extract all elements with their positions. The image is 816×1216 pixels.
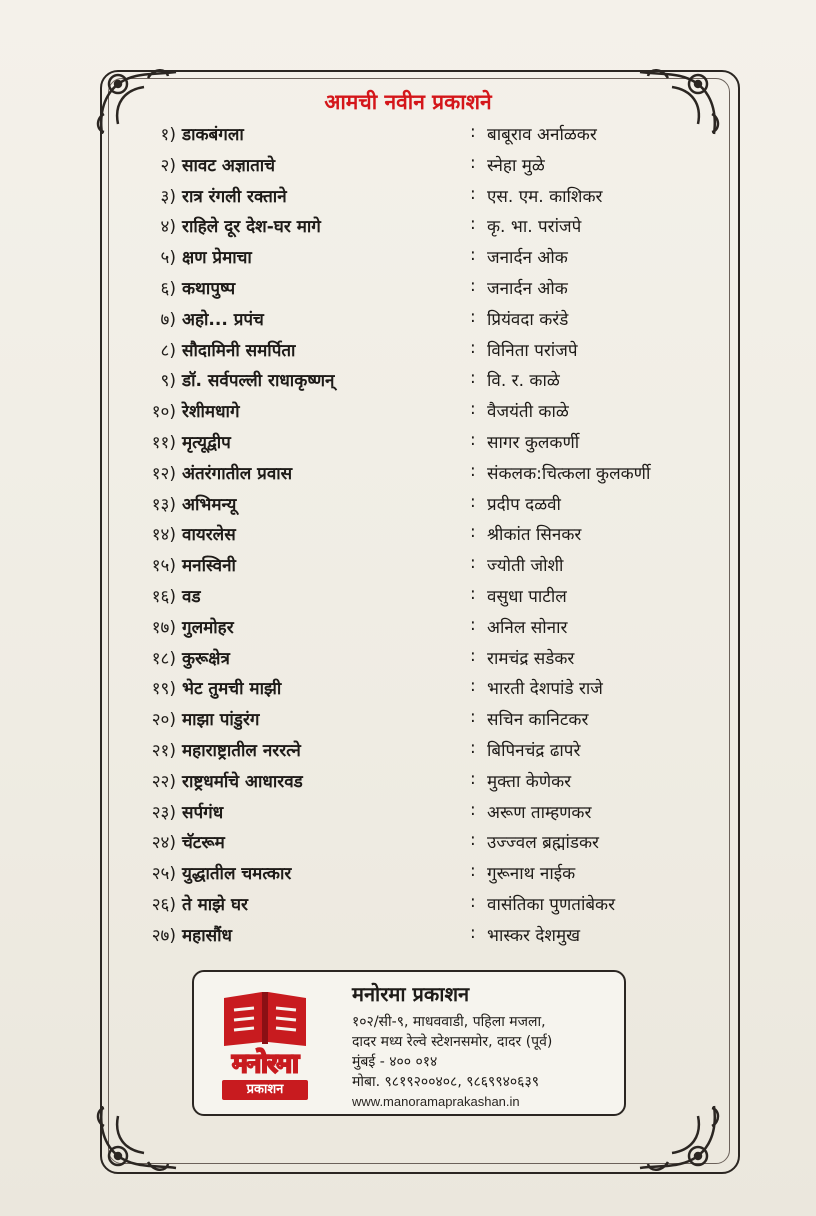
- book-number: ५): [160, 248, 176, 269]
- book-number: २४): [151, 833, 176, 854]
- book-author: सागर कुलकर्णी: [487, 433, 580, 453]
- book-author: विनिता परांजपे: [487, 340, 578, 361]
- separator-colon: :: [470, 214, 476, 235]
- book-author: एस. एम. काशिकर: [487, 186, 603, 207]
- book-author: जनार्दन ओक: [487, 248, 568, 269]
- book-number: १२): [151, 463, 176, 484]
- book-title: भेट तुमची माझी: [182, 679, 282, 700]
- book-number: ३): [160, 186, 176, 207]
- book-number: १०): [151, 402, 176, 423]
- separator-colon: :: [470, 276, 476, 296]
- book-author: भास्कर देशमुख: [487, 925, 581, 946]
- book-author: संकलक:चित्कला कुलकर्णी: [487, 463, 651, 484]
- book-number: २०): [151, 710, 176, 731]
- book-number: २५): [151, 864, 176, 885]
- list-item: [0, 338, 816, 369]
- book-title: कुरूक्षेत्र: [182, 648, 230, 669]
- book-title: राष्ट्रधर्माचे आधारवड: [182, 771, 303, 792]
- book-number: ११): [151, 433, 176, 453]
- book-number: ६): [160, 279, 176, 299]
- book-title: डाकबंगला: [182, 125, 244, 145]
- book-author: वैजयंती काळे: [487, 402, 569, 423]
- page-title: आमची नवीन प्रकाशने: [324, 90, 492, 114]
- book-author: बाबूराव अर्नाळकर: [487, 125, 597, 145]
- book-title: सौदामिनी समर्पिता: [182, 340, 296, 361]
- book-number: ४): [160, 217, 176, 238]
- book-author: वसुधा पाटील: [487, 587, 567, 607]
- book-author: प्रदीप दळवी: [487, 494, 561, 515]
- list-item: [0, 738, 816, 769]
- publisher-address-3: मुंबई - ४०० ०१४: [352, 1054, 438, 1070]
- book-author: जनार्दन ओक: [487, 279, 568, 299]
- book-author: मुक्ता केणेकर: [487, 771, 572, 792]
- book-author: अनिल सोनार: [487, 617, 568, 638]
- separator-colon: :: [470, 430, 476, 450]
- book-author: बिपिनचंद्र ढापरे: [487, 741, 581, 761]
- book-number: १४): [151, 525, 176, 546]
- separator-colon: :: [470, 830, 476, 851]
- list-item: [0, 707, 816, 738]
- separator-colon: :: [470, 707, 476, 728]
- list-item: [0, 461, 816, 492]
- book-author: सचिन कानिटकर: [487, 710, 589, 731]
- separator-colon: :: [470, 368, 476, 389]
- book-author: कृ. भा. परांजपे: [487, 217, 582, 238]
- list-item: [0, 214, 816, 245]
- separator-colon: :: [470, 645, 476, 666]
- list-item: [0, 522, 816, 553]
- book-title: वायरलेस: [182, 525, 236, 546]
- book-title: माझा पांडुरंग: [182, 710, 260, 731]
- list-item: [0, 430, 816, 461]
- list-item: [0, 615, 816, 646]
- book-author: उज्ज्वल ब्रह्मांडकर: [487, 833, 599, 854]
- book-author: रामचंद्र सडेकर: [487, 648, 575, 669]
- book-title: चॅटरूम: [182, 833, 225, 854]
- book-number: १): [160, 125, 176, 145]
- book-author: श्रीकांत सिनकर: [487, 525, 582, 546]
- corner-ornament-bottom-right: [632, 1090, 728, 1186]
- book-title: मृत्यूद्वीप: [182, 433, 231, 453]
- list-item: [0, 861, 816, 892]
- book-number: २): [160, 155, 176, 176]
- separator-colon: :: [470, 892, 476, 912]
- logo-subtitle: प्रकाशन: [222, 1080, 308, 1100]
- book-number: २७): [151, 925, 176, 946]
- book-title: अंतरंगातील प्रवास: [182, 463, 293, 484]
- separator-colon: :: [470, 460, 476, 481]
- publisher-phone: मोबा. ९८१९२००४०८, ९८६९९४०६३९: [352, 1074, 540, 1090]
- book-author: गुरूनाथ नाईक: [487, 864, 576, 885]
- separator-colon: :: [470, 522, 476, 543]
- book-title: महाराष्ट्रातील नररत्ने: [182, 741, 301, 761]
- book-number: १५): [151, 556, 176, 577]
- list-item: [0, 245, 816, 276]
- separator-colon: :: [470, 553, 476, 574]
- separator-colon: :: [470, 399, 476, 420]
- book-number: १९): [151, 679, 176, 700]
- publisher-name: मनोरमा प्रकाशन: [352, 982, 470, 1006]
- list-item: [0, 769, 816, 800]
- separator-colon: :: [470, 306, 476, 327]
- book-title: कथापुष्प: [182, 279, 236, 299]
- separator-colon: :: [470, 245, 476, 266]
- publisher-address-1: १०२/सी-९, माधववाडी, पहिला मजला,: [352, 1014, 546, 1030]
- separator-colon: :: [470, 768, 476, 789]
- list-item: [0, 646, 816, 677]
- publisher-website[interactable]: www.manoramaprakashan.in: [352, 1094, 520, 1109]
- separator-colon: :: [470, 799, 476, 820]
- separator-colon: :: [470, 676, 476, 697]
- book-title: महासौंध: [182, 925, 232, 946]
- separator-colon: :: [470, 491, 476, 512]
- separator-colon: :: [470, 584, 476, 604]
- book-title: रात्र रंगली रक्ताने: [182, 186, 287, 207]
- separator-colon: :: [470, 122, 476, 142]
- book-number: ८): [160, 340, 176, 361]
- corner-ornament-bottom-left: [88, 1090, 184, 1186]
- book-number: २३): [151, 802, 176, 823]
- list-item: [0, 830, 816, 861]
- separator-colon: :: [470, 152, 476, 173]
- book-title: राहिले दूर देश-घर मागे: [182, 217, 321, 238]
- book-number: २२): [151, 771, 176, 792]
- list-item: [0, 676, 816, 707]
- publisher-box: [192, 970, 626, 1116]
- book-title: वड: [182, 587, 201, 607]
- book-author: वि. र. काळे: [487, 371, 560, 392]
- book-title: अभिमन्यू: [182, 494, 237, 515]
- separator-colon: :: [470, 614, 476, 635]
- book-number: १३): [151, 494, 176, 515]
- book-author: भारती देशपांडे राजे: [487, 679, 603, 700]
- list-item: [0, 399, 816, 430]
- book-number: १७): [151, 617, 176, 638]
- list-item: [0, 276, 816, 307]
- list-item: [0, 800, 816, 831]
- book-title: सावट अज्ञाताचे: [182, 155, 276, 176]
- list-item: [0, 368, 816, 399]
- book-title: सर्पगंध: [182, 802, 224, 823]
- book-title: ते माझे घर: [182, 895, 248, 915]
- publisher-logo: [210, 988, 320, 1100]
- list-item: [0, 584, 816, 615]
- book-title: डॉ. सर्वपल्ली राधाकृष्णन्: [182, 371, 335, 392]
- book-title: अहो... प्रपंच: [182, 309, 264, 330]
- book-title: क्षण प्रेमाचा: [182, 248, 252, 269]
- book-author: प्रियंवदा करंडे: [487, 309, 569, 330]
- book-number: ७): [160, 309, 176, 330]
- book-title: रेशीमधागे: [182, 402, 240, 423]
- separator-colon: :: [470, 738, 476, 758]
- list-item: [0, 923, 816, 954]
- publisher-address-2: दादर मध्य रेल्वे स्टेशनसमोर, दादर (पूर्व): [352, 1034, 553, 1050]
- book-author: ज्योती जोशी: [487, 556, 564, 577]
- list-item: [0, 492, 816, 523]
- separator-colon: :: [470, 183, 476, 204]
- book-number: २१): [151, 741, 176, 761]
- book-number: २६): [151, 895, 176, 915]
- book-title: मनस्विनी: [182, 556, 236, 577]
- book-number: ९): [160, 371, 176, 392]
- separator-colon: :: [470, 922, 476, 943]
- list-item: [0, 122, 816, 153]
- book-number: १६): [151, 587, 176, 607]
- list-item: [0, 184, 816, 215]
- book-number: १८): [151, 648, 176, 669]
- book-author: अरूण ताम्हणकर: [487, 802, 592, 823]
- separator-colon: :: [470, 337, 476, 358]
- list-item: [0, 553, 816, 584]
- logo-wordmark: मनोरमा: [232, 1049, 298, 1079]
- book-author: स्नेहा मुळे: [487, 155, 545, 176]
- list-item: [0, 307, 816, 338]
- book-title: गुलमोहर: [182, 617, 234, 638]
- book-title: युद्धातील चमत्कार: [182, 864, 292, 885]
- book-icon: [210, 988, 320, 1048]
- separator-colon: :: [470, 861, 476, 882]
- list-item: [0, 892, 816, 923]
- list-item: [0, 153, 816, 184]
- book-author: वासंतिका पुणतांबेकर: [487, 895, 616, 915]
